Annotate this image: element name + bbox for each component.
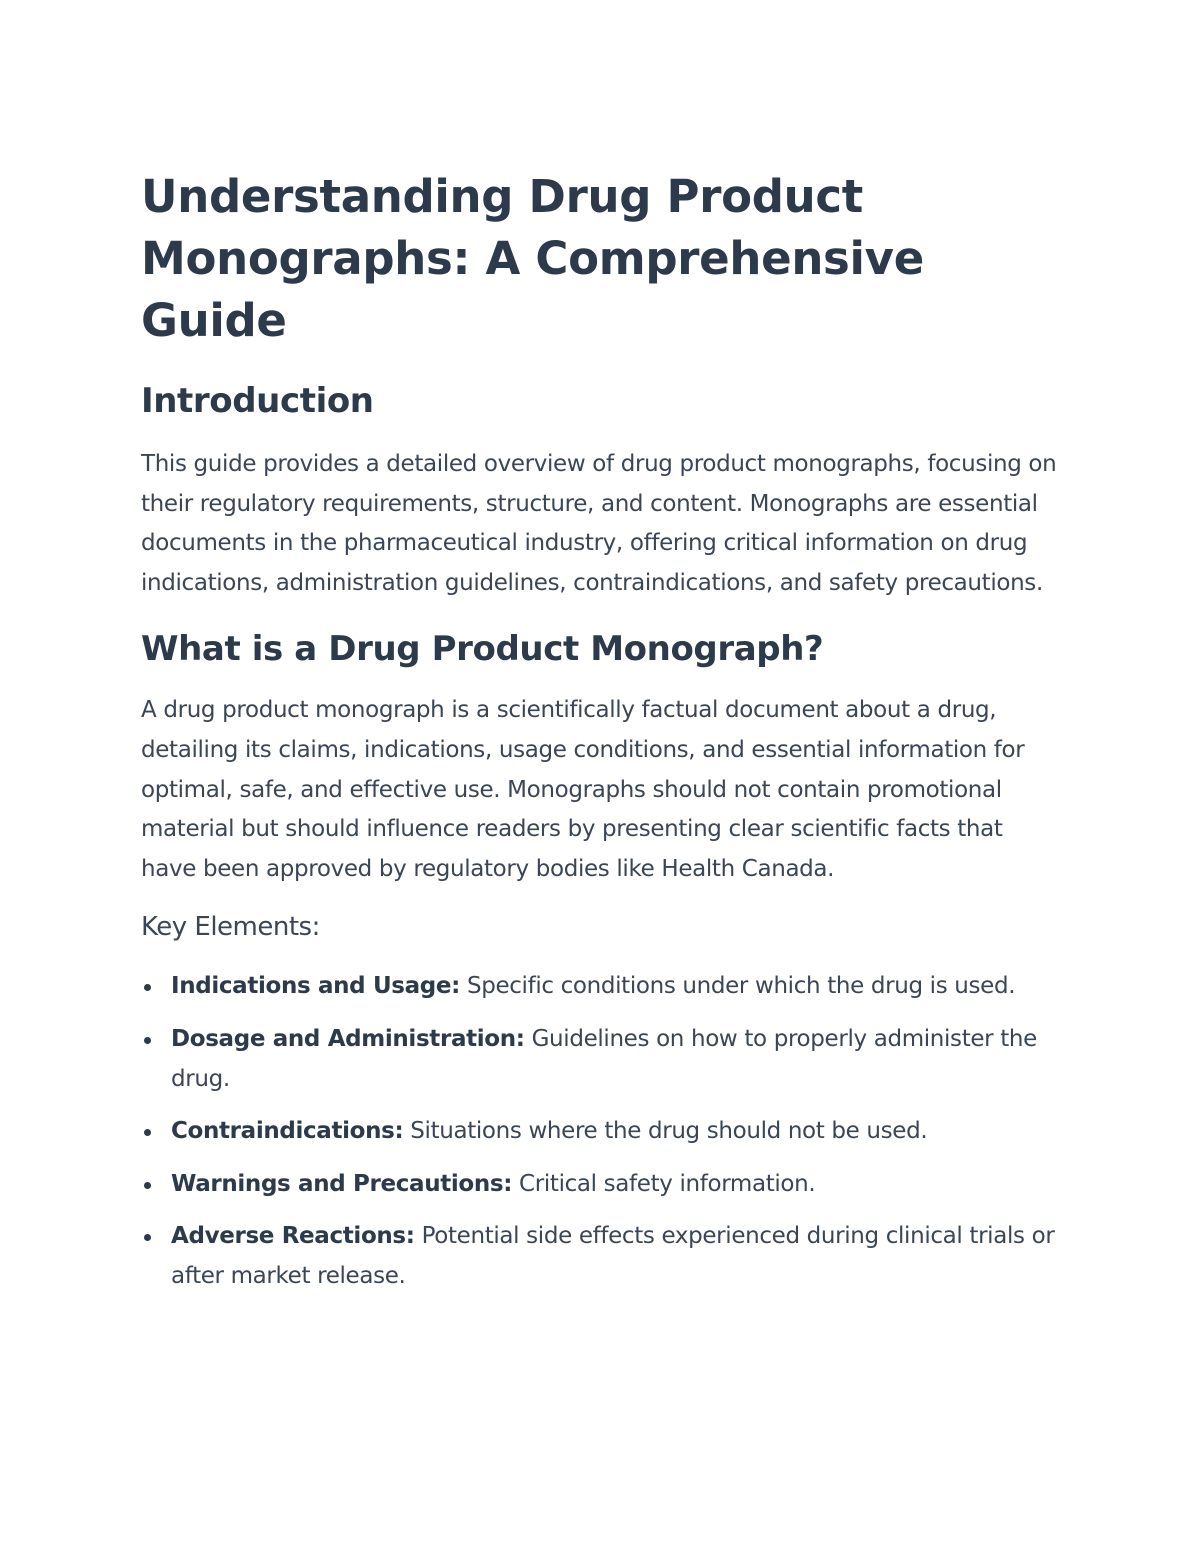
document-title: Understanding Drug Product Monographs: A Comprehensive Guide — [141, 170, 924, 347]
list-item-term: Adverse Reactions: — [171, 1223, 415, 1250]
bullet-icon — [144, 1037, 151, 1044]
list-item-text: Critical safety information. — [512, 1170, 816, 1197]
bullet-icon — [144, 1182, 151, 1189]
list-item-text: Situations where the drug should not be used. — [403, 1118, 928, 1145]
bullet-icon — [144, 1129, 151, 1136]
list-item — [141, 1165, 1061, 1205]
what-is-paragraph: A drug product monograph is a scientifically factual document about a drug, detailing its claims, indications, usage conditions, and essential information for optimal, safe, and effective use. Monographs should not contain promotional material but should influence readers by presenting clear scientific facts that have been approved by regulatory bodies like Health Canada. — [141, 697, 1025, 882]
list-item — [141, 1217, 1061, 1296]
list-item-term: Warnings and Precautions: — [171, 1170, 513, 1197]
document-page — [141, 166, 1061, 1310]
key-elements-list — [141, 967, 1061, 1296]
list-item-term: Dosage and Administration: — [171, 1025, 525, 1052]
key-elements-heading: Key Elements: — [141, 912, 320, 943]
bullet-icon — [144, 984, 151, 991]
list-item-text: Potential side effects experienced during clinical trials or after market release. — [171, 1223, 1055, 1289]
list-item-term: Contraindications: — [171, 1118, 404, 1145]
list-item-text: Specific conditions under which the drug is used. — [460, 973, 1016, 1000]
list-item — [141, 1020, 1061, 1099]
bullet-icon — [144, 1234, 151, 1241]
list-item-text: Guidelines on how to properly administer the drug. — [171, 1025, 1037, 1092]
introduction-paragraph: This guide provides a detailed overview of drug product monographs, focusing on their regulatory requirements, structure, and content. Monographs are essential documents in the pharmaceutical industry, offering critical information on drug indications, administration guidelines, contraindications, and safety precautions. — [141, 451, 1057, 596]
list-item — [141, 967, 1061, 1007]
introduction-heading: Introduction — [141, 381, 374, 421]
what-is-heading: What is a Drug Product Monograph? — [141, 629, 824, 670]
list-item-term: Indications and Usage: — [171, 973, 460, 1000]
list-item — [141, 1112, 1061, 1152]
